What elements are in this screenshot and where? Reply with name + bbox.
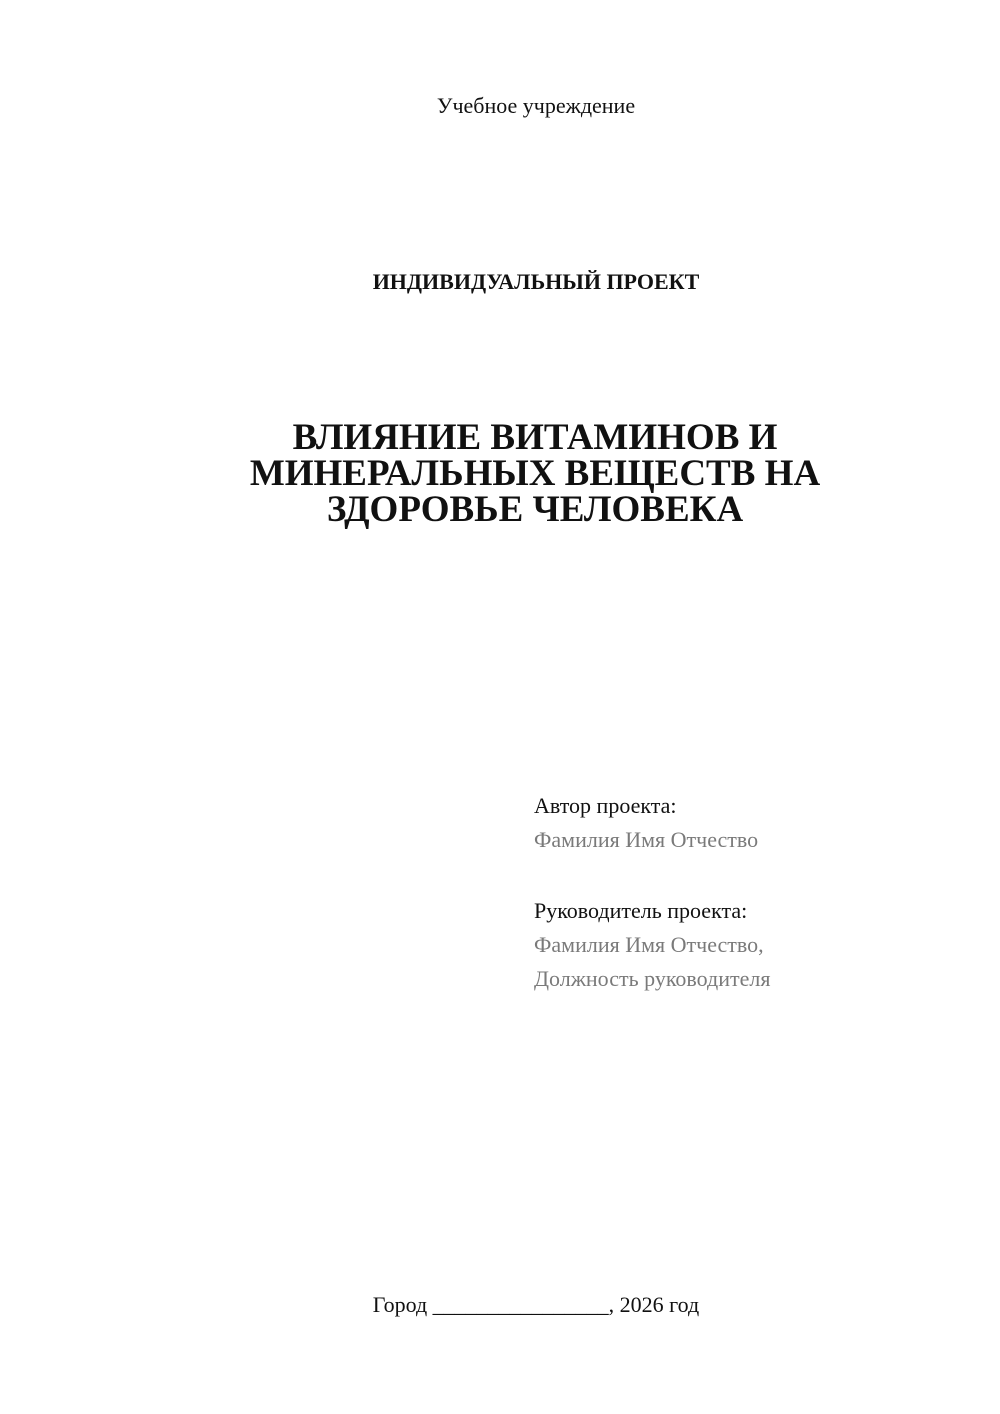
institution-name: Учебное учреждение — [436, 93, 636, 118]
project-type: ИНДИВИДУАЛЬНЫЙ ПРОЕКТ — [372, 269, 700, 294]
author-name: Фамилия Имя Отчество — [534, 827, 759, 852]
project-people — [534, 789, 974, 996]
project-title-line: МИНЕРАЛЬНЫХ ВЕЩЕСТВ НА — [249, 453, 821, 494]
city-year-footer: Город ________________, 2026 год — [372, 1292, 700, 1317]
project-title-line: ВЛИЯНИЕ ВИТАМИНОВ И — [292, 417, 778, 458]
author-label: Автор проекта: — [534, 793, 677, 818]
project-title-line: ЗДОРОВЬЕ ЧЕЛОВЕКА — [326, 489, 744, 530]
project-title — [200, 417, 870, 530]
spacer — [534, 857, 974, 894]
supervisor-label: Руководитель проекта: — [534, 898, 748, 923]
supervisor-position: Должность руководителя — [534, 966, 771, 991]
supervisor-name: Фамилия Имя Отчество, — [534, 932, 764, 957]
